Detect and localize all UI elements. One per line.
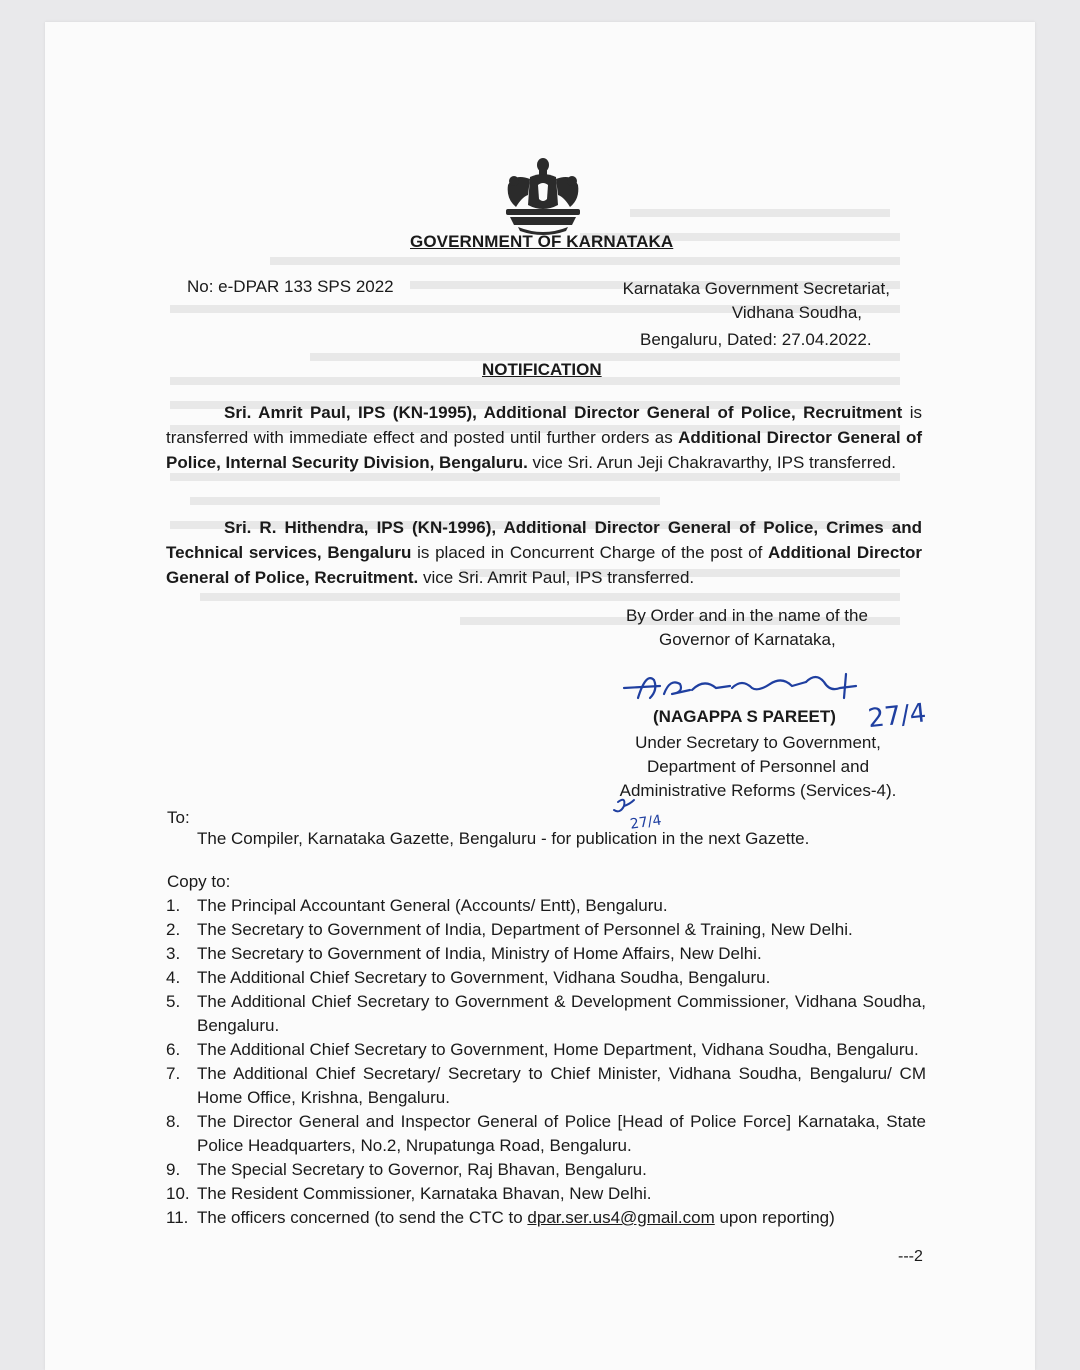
- list-item: 4. The Additional Chief Secretary to Government, Vidhana Soudha, Bengaluru.: [166, 968, 771, 987]
- handwritten-signature: [620, 668, 950, 738]
- to-label: To:: [167, 808, 190, 827]
- signatory-name: (NAGAPPA S PAREET): [653, 707, 836, 726]
- list-item: 8. The Director General and Inspector General of Police [Head of Police Force] Karnataka, State Police Headquarters, No.2, Nrupatunga Road, Bengaluru.: [166, 1112, 926, 1155]
- copy-to-list: [166, 894, 926, 1230]
- reference-number: No: e-DPAR 133 SPS 2022: [187, 277, 394, 296]
- karnataka-emblem-icon: [500, 155, 586, 237]
- p2-text-1: is placed in Concurrent Charge of the post of: [411, 543, 769, 562]
- list-item: 6. The Additional Chief Secretary to Government, Home Department, Vidhana Soudha, Bengaluru.: [166, 1040, 919, 1059]
- p1-text-2: vice Sri. Arun Jeji Chakravarthy, IPS transferred.: [527, 453, 896, 472]
- paragraph-transfer-amrit-paul: [166, 400, 922, 475]
- p2-bold-2: Additional Director General of Police, Recruitment.: [166, 543, 923, 587]
- by-order-block: [626, 604, 868, 652]
- list-item: 11. The officers concerned (to send the CTC to dpar.ser.us4@gmail.com upon reporting): [166, 1208, 835, 1227]
- p2-text-2: vice Sri. Amrit Paul, IPS transferred.: [418, 568, 695, 587]
- government-heading: GOVERNMENT OF KARNATAKA: [410, 232, 674, 251]
- p1-bold-1: Sri. Amrit Paul, IPS (KN-1995), Additional Director General of Police, Recruitment: [224, 403, 903, 422]
- p1-text-1: is transferred with immediate effect and posted until further orders as: [166, 403, 923, 447]
- list-item: 5. The Additional Chief Secretary to Government & Development Commissioner, Vidhana Soudha, Bengaluru.: [166, 992, 926, 1035]
- designation-line-1: Under Secretary to Government,: [635, 733, 881, 752]
- list-item: 2. The Secretary to Government of India, Department of Personnel & Training, New Delhi.: [166, 920, 853, 939]
- copy-to-label: Copy to:: [167, 872, 231, 891]
- list-item: 9. The Special Secretary to Governor, Raj Bhavan, Bengaluru.: [166, 1160, 647, 1179]
- designation-line-2: Department of Personnel and: [646, 757, 870, 776]
- order-line-1: By Order and in the name of the: [626, 606, 868, 625]
- designation-line-3: Administrative Reforms (Services-4).: [619, 781, 897, 800]
- list-item: 1. The Principal Accountant General (Accounts/ Entt), Bengaluru.: [166, 896, 668, 915]
- to-recipient: The Compiler, Karnataka Gazette, Bengaluru - for publication in the next Gazette.: [197, 829, 810, 848]
- email-link[interactable]: dpar.ser.us4@gmail.com: [527, 1208, 715, 1227]
- order-line-2: Governor of Karnataka,: [659, 630, 836, 649]
- p1-bold-2: Additional Director General of Police, Internal Security Division, Bengaluru.: [166, 428, 923, 472]
- address-line-1: Karnataka Government Secretariat,: [622, 279, 890, 298]
- address-line-2: Vidhana Soudha,: [731, 303, 862, 322]
- page-number: ---2: [898, 1248, 923, 1265]
- signature-date-handwriting: 27/4: [866, 698, 928, 735]
- notification-title: NOTIFICATION: [482, 360, 602, 379]
- initials-date-handwriting: 27/4: [629, 812, 663, 833]
- date-line: Bengaluru, Dated: 27.04.2022.: [640, 330, 872, 349]
- signatory-designation: [608, 731, 908, 803]
- p2-bold-1: Sri. R. Hithendra, IPS (KN-1996), Additional Director General of Police, Crimes and Technical services, Bengaluru: [166, 518, 922, 562]
- list-item: 7. The Additional Chief Secretary/ Secretary to Chief Minister, Vidhana Soudha, Bengaluru/ CM Home Office, Krishna, Bengaluru.: [166, 1064, 926, 1107]
- list-item: 10. The Resident Commissioner, Karnataka Bhavan, New Delhi.: [166, 1184, 652, 1203]
- office-address: [560, 277, 890, 325]
- paragraph-charge-hithendra: [166, 515, 922, 590]
- list-item: 3. The Secretary to Government of India, Ministry of Home Affairs, New Delhi.: [166, 944, 762, 963]
